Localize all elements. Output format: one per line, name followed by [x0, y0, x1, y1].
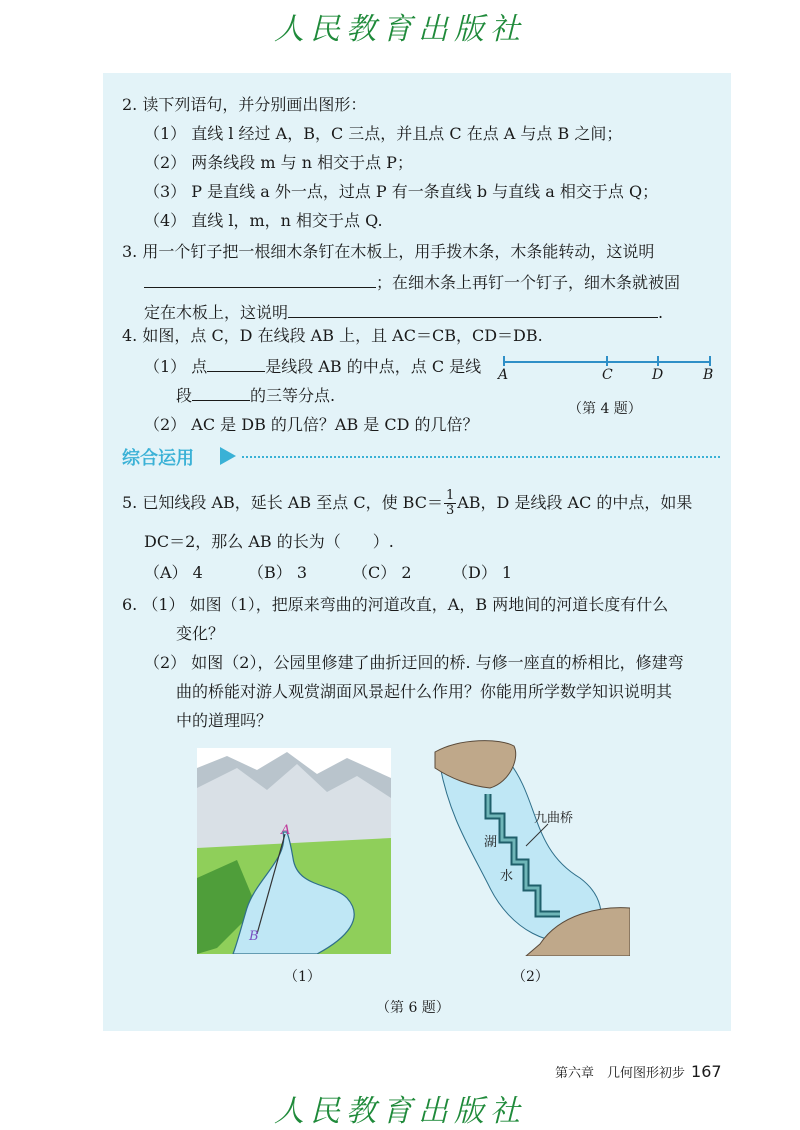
- point-label-c: C: [602, 367, 613, 383]
- figure-6-caption: （第 6 题）: [376, 1000, 450, 1016]
- q3-line-3: 定在木板上，这说明 .: [144, 303, 664, 322]
- river-illustration: [197, 748, 391, 954]
- q4-stem: 4. 如图，点 C，D 在线段 AB 上，且 AC＝CB，CD＝DB.: [122, 326, 543, 345]
- lake-label: 湖: [484, 835, 498, 850]
- answer-blank[interactable]: [288, 301, 658, 318]
- publisher-watermark-bottom: 人民教育出版社: [274, 1094, 526, 1129]
- q4-part-2: （2） AC 是 DB 的几倍？AB 是 CD 的几倍？: [144, 415, 479, 434]
- page-number: 167: [691, 1062, 722, 1081]
- point-label-a: A: [498, 367, 509, 383]
- q5-option-c: （C） 2: [352, 563, 412, 582]
- q6-part-2-line-2: 曲的桥能对游人观赏湖面风景起什么作用？你能用所学数学知识说明其: [176, 682, 673, 701]
- figure-6-1-caption: （1）: [284, 969, 321, 985]
- bridge-label: 九曲桥: [534, 811, 574, 826]
- point-label-d: D: [652, 367, 664, 383]
- q6-part-1-line-1: 6. （1） 如图（1），把原来弯曲的河道改直，A，B 两地间的河道长度有什么: [122, 595, 669, 614]
- fig1-point-a: A: [281, 823, 291, 838]
- answer-blank[interactable]: [192, 384, 250, 401]
- q2-item-4: （4） 直线 l，m，n 相交于点 Q.: [144, 211, 383, 230]
- q2-item-3: （3） P 是直线 a 外一点，过点 P 有一条直线 b 与直线 a 相交于点 Q；: [144, 182, 659, 201]
- fraction-one-third: $\frac{1}{3}$: [445, 488, 455, 518]
- section-title: 综合运用: [122, 448, 194, 469]
- answer-blank[interactable]: [144, 271, 376, 288]
- q6-part-2-line-1: （2） 如图（2），公园里修建了曲折迂回的桥. 与修一座直的桥相比，修建弯: [144, 653, 684, 672]
- water-label: 水: [500, 869, 514, 884]
- chapter-title: 第六章 几何图形初步: [555, 1066, 686, 1081]
- bridge-illustration: [430, 738, 630, 956]
- q4-part-1-line-2: 段 的三等分点.: [176, 386, 336, 405]
- answer-blank[interactable]: [207, 355, 265, 372]
- q5-line-1: 5. 已知线段 AB，延长 AB 至点 C，使 BC＝ $\frac{1}{3}$ AB，D 是线段 AC 的中点，如果: [122, 488, 693, 518]
- q2-stem: 2. 读下列语句，并分别画出图形：: [122, 95, 367, 114]
- q6-part-1-line-2: 变化？: [176, 624, 225, 643]
- q5-option-b: （B） 3: [248, 563, 308, 582]
- q4-part-1-line-1: （1） 点 是线段 AB 的中点，点 C 是线: [144, 357, 482, 376]
- section-divider: [242, 456, 720, 458]
- section-arrow-icon: [220, 447, 236, 465]
- publisher-watermark-top: 人民教育出版社: [274, 12, 526, 47]
- figure-6-2-caption: （2）: [512, 969, 549, 985]
- q2-item-1: （1） 直线 l 经过 A，B，C 三点，并且点 C 在点 A 与点 B 之间；: [144, 124, 623, 143]
- q3-line-2: ；在细木条上再钉一个钉子，细木条就被固: [144, 271, 680, 294]
- q6-part-2-line-3: 中的道理吗？: [176, 711, 273, 730]
- figure-4-caption: （第 4 题）: [568, 401, 642, 417]
- q5-option-d: （D） 1: [452, 563, 513, 582]
- q2-item-2: （2） 两条线段 m 与 n 相交于点 P；: [144, 153, 413, 172]
- page-footer: [555, 1062, 722, 1081]
- q5-option-a: （A） 4: [144, 563, 203, 582]
- q3-line-1: 3. 用一个钉子把一根细木条钉在木板上，用手拨木条，木条能转动，这说明: [122, 242, 655, 261]
- q5-line-2: DC＝2，那么 AB 的长为（ ）.: [144, 532, 394, 551]
- point-label-b: B: [703, 367, 714, 383]
- fig1-point-b: B: [249, 929, 259, 944]
